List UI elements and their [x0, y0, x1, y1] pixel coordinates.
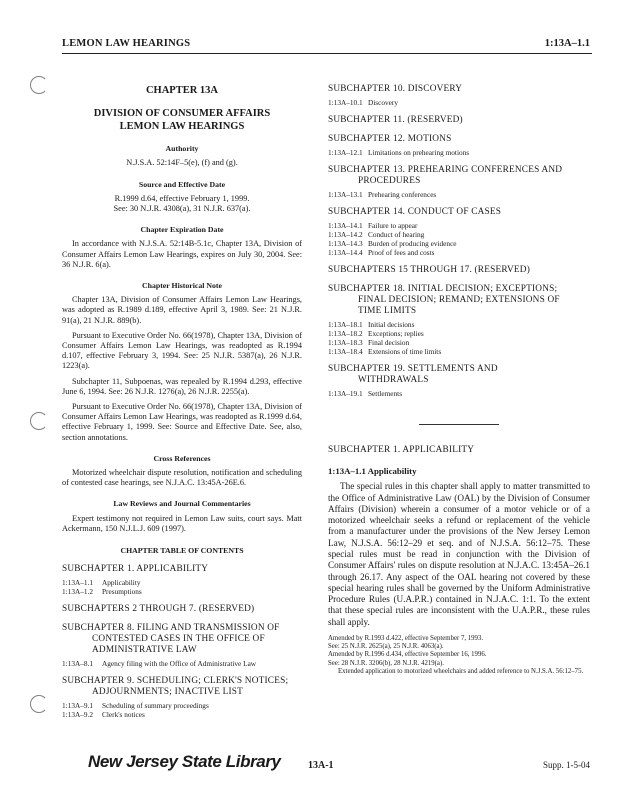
- toc-subchapter-heading: SUBCHAPTERS 2 THROUGH 7. (RESERVED): [62, 604, 255, 615]
- toc-entry[interactable]: 1:13A–13.1 Prehearing conferences: [328, 190, 437, 199]
- toc-entry[interactable]: 1:13A–14.4 Proof of fees and costs: [328, 248, 435, 257]
- amendment-note: Amended by R.1996 d.434, effective September 16, 1996.: [328, 651, 487, 659]
- division-title: [62, 108, 302, 133]
- punch-hole-mark-bottom: [30, 695, 48, 713]
- toc-subchapter-heading: SUBCHAPTERS 15 THROUGH 17. (RESERVED): [328, 265, 530, 275]
- toc-subchapter-heading: SUBCHAPTER 18. INITIAL DECISION; EXCEPTIONS; FINAL DECISION; REMAND; EXTENSIONS OF TIME LIMITS: [328, 284, 560, 316]
- history-paragraph: Subchapter 11, Subpoenas, was repealed by R.1994 d.293, effective June 6, 1994. See: 26 N.J.R. 1276(a), 26 N.J.R. 2255(a).: [62, 376, 302, 396]
- authority-text: N.J.S.A. 52:14F–5(e), (f) and (g).: [126, 158, 238, 168]
- amendment-note: Extended application to motorized wheelchairs and added reference to N.J.S.A. 56:12–75.: [338, 667, 584, 675]
- cross-references-heading: Cross References: [153, 453, 211, 463]
- rule-text: The special rules in this chapter shall apply to matter transmitted to the Office of Administrative Law (OAL) by the Division of Consumer Affairs (Division) wherein a consumer of a motor vehicle or of a motorized wheelchair seeks a refund or replacement of the vehicle from a manufacturer under the provisions of the New Jersey Lemon Law, N.J.S.A. 56:12–29 et seq. and of N.J.S.A. 56:12–75. These special rules must be read in conjunction with the Division of Consumer Affairs' rules on dispute resolution at N.J.A.C. 13:45A–26.1 through 26.17. Any aspect of the OAL hearing not covered by these special hearing rules shall be governed by the Uniform Administrative Procedure Rules (U.A.P.R.) contained in N.J.A.C. 1:1. To the extent that these special rules are inconsistent with the U.A.P.R., these rules shall apply.: [328, 481, 590, 627]
- cross-references-text: Motorized wheelchair dispute resolution, notification and scheduling of contested case hearings, see N.J.A.C. 13:45A-26E.6.: [62, 468, 302, 488]
- toc-subchapter-heading: SUBCHAPTER 8. FILING AND TRANSMISSION OF CONTESTED CASES IN THE OFFICE OF ADMINISTRATIVE LAW: [62, 623, 280, 656]
- toc-entry[interactable]: 1:13A–18.3 Final decision: [328, 338, 410, 347]
- law-reviews-text: Expert testimony not required in Lemon Law suits, court says. Matt Ackermann, 150 N.J.L.J. 609 (1997).: [62, 513, 302, 533]
- toc-entry[interactable]: 1:13A–12.1 Limitations on prehearing motions: [328, 148, 470, 157]
- running-header-section: 1:13A–1.1: [544, 38, 590, 49]
- supplement-date: Supp. 1-5-04: [543, 760, 590, 770]
- section-divider: [419, 424, 499, 425]
- law-reviews-heading: Law Reviews and Journal Commentaries: [113, 499, 251, 509]
- source-line: R.1999 d.64, effective February 1, 1999.: [114, 193, 250, 203]
- toc-entry[interactable]: 1:13A–1.1 Applicability: [62, 578, 141, 588]
- toc-entry[interactable]: 1:13A–1.2 Presumptions: [62, 587, 142, 597]
- expiration-heading: Chapter Expiration Date: [140, 225, 224, 235]
- running-header-title: LEMON LAW HEARINGS: [62, 38, 191, 49]
- toc-entry[interactable]: 1:13A–9.1 Scheduling of summary proceedings: [62, 701, 209, 711]
- toc-subchapter-heading: SUBCHAPTER 9. SCHEDULING; CLERK'S NOTICES; ADJOURNMENTS; INACTIVE LIST: [62, 676, 289, 698]
- page-number: 13A-1: [308, 760, 334, 771]
- rule-title: 1:13A–1.1 Applicability: [328, 466, 417, 476]
- amendment-note: See: 25 N.J.R. 2625(a), 25 N.J.R. 4063(a).: [328, 643, 444, 651]
- toc-entry[interactable]: 1:13A–18.2 Exceptions; replies: [328, 329, 424, 338]
- toc-subchapter-heading: SUBCHAPTER 1. APPLICABILITY: [62, 564, 209, 575]
- toc-subchapter-heading: SUBCHAPTER 12. MOTIONS: [328, 134, 452, 144]
- body-subchapter-heading: SUBCHAPTER 1. APPLICABILITY: [328, 445, 475, 455]
- toc-entry[interactable]: 1:13A–8.1 Agency filing with the Office of Administrative Law: [62, 659, 257, 669]
- toc-entry[interactable]: 1:13A–14.1 Failure to appear: [328, 221, 418, 230]
- history-paragraph: Pursuant to Executive Order No. 66(1978), Chapter 13A, Division of Consumer Affairs Lemon Law Hearings, was readopted as R.1999 d.64, effective February 1, 1999. See: Source and Effective Date. See, also, section annotations.: [62, 402, 302, 442]
- history-paragraph: Chapter 13A, Division of Consumer Affairs Lemon Law Hearings, was adopted as R.1989 d.189, effective April 3, 1989. See: 21 N.J.R. 91(a), 21 N.J.R. 889(b).: [62, 295, 302, 325]
- toc-subchapter-heading: SUBCHAPTER 11. (RESERVED): [328, 115, 463, 125]
- toc-subchapter-heading: SUBCHAPTER 13. PREHEARING CONFERENCES AND PROCEDURES: [328, 165, 563, 186]
- chapter-title: CHAPTER 13A: [145, 85, 219, 96]
- history-heading: Chapter Historical Note: [142, 281, 222, 291]
- library-stamp: New Jersey State Library: [88, 752, 281, 771]
- toc-entry[interactable]: 1:13A–18.4 Extensions of time limits: [328, 347, 442, 356]
- toc-entry[interactable]: 1:13A–14.2 Conduct of hearing: [328, 230, 425, 239]
- toc-subchapter-heading: SUBCHAPTER 19. SETTLEMENTS AND WITHDRAWALS: [328, 364, 498, 385]
- toc-entry[interactable]: 1:13A–14.3 Burden of producing evidence: [328, 239, 457, 248]
- left-column: [62, 78, 302, 719]
- header-rule: [62, 53, 592, 54]
- amendment-note: See: 28 N.J.R. 3206(b), 28 N.J.R. 4219(a).: [328, 659, 444, 667]
- right-column: [328, 84, 590, 676]
- toc-entry[interactable]: 1:13A–19.1 Settlements: [328, 389, 403, 398]
- toc-entry[interactable]: 1:13A–9.2 Clerk's notices: [62, 710, 145, 720]
- authority-heading: Authority: [165, 144, 199, 154]
- amendment-note: Amended by R.1993 d.422, effective September 7, 1993.: [328, 635, 484, 643]
- toc-entry[interactable]: 1:13A–10.1 Discovery: [328, 98, 398, 107]
- history-paragraph: Pursuant to Executive Order No. 66(1978), Chapter 13A, Division of Consumer Affairs Lemon Law Hearings, was readopted as R.1994 d.107, effective February 3, 1994. See: 25 N.J.R. 5387(a), 26 N.J.R. 1223(a).: [62, 330, 302, 371]
- source-line: See: 30 N.J.R. 4308(a), 31 N.J.R. 637(a).: [113, 204, 251, 214]
- toc-subchapter-heading: SUBCHAPTER 10. DISCOVERY: [328, 84, 463, 94]
- punch-hole-mark-middle: [30, 412, 48, 430]
- division-title-line1: DIVISION OF CONSUMER AFFAIRS: [93, 108, 271, 120]
- toc-entry[interactable]: 1:13A–18.1 Initial decisions: [328, 320, 415, 329]
- division-title-line2: LEMON LAW HEARINGS: [119, 120, 245, 132]
- expiration-text: In accordance with N.J.S.A. 52:14B-5.1c, Chapter 13A, Division of Consumer Affairs Lemon Law Hearings, expires on July 30, 2004. See: 36 N.J.R. 6(a).: [62, 239, 302, 269]
- toc-subchapter-heading: SUBCHAPTER 14. CONDUCT OF CASES: [328, 207, 502, 217]
- source-heading: Source and Effective Date: [138, 179, 226, 189]
- punch-hole-mark-top: [30, 76, 48, 94]
- toc-heading: CHAPTER TABLE OF CONTENTS: [120, 546, 244, 556]
